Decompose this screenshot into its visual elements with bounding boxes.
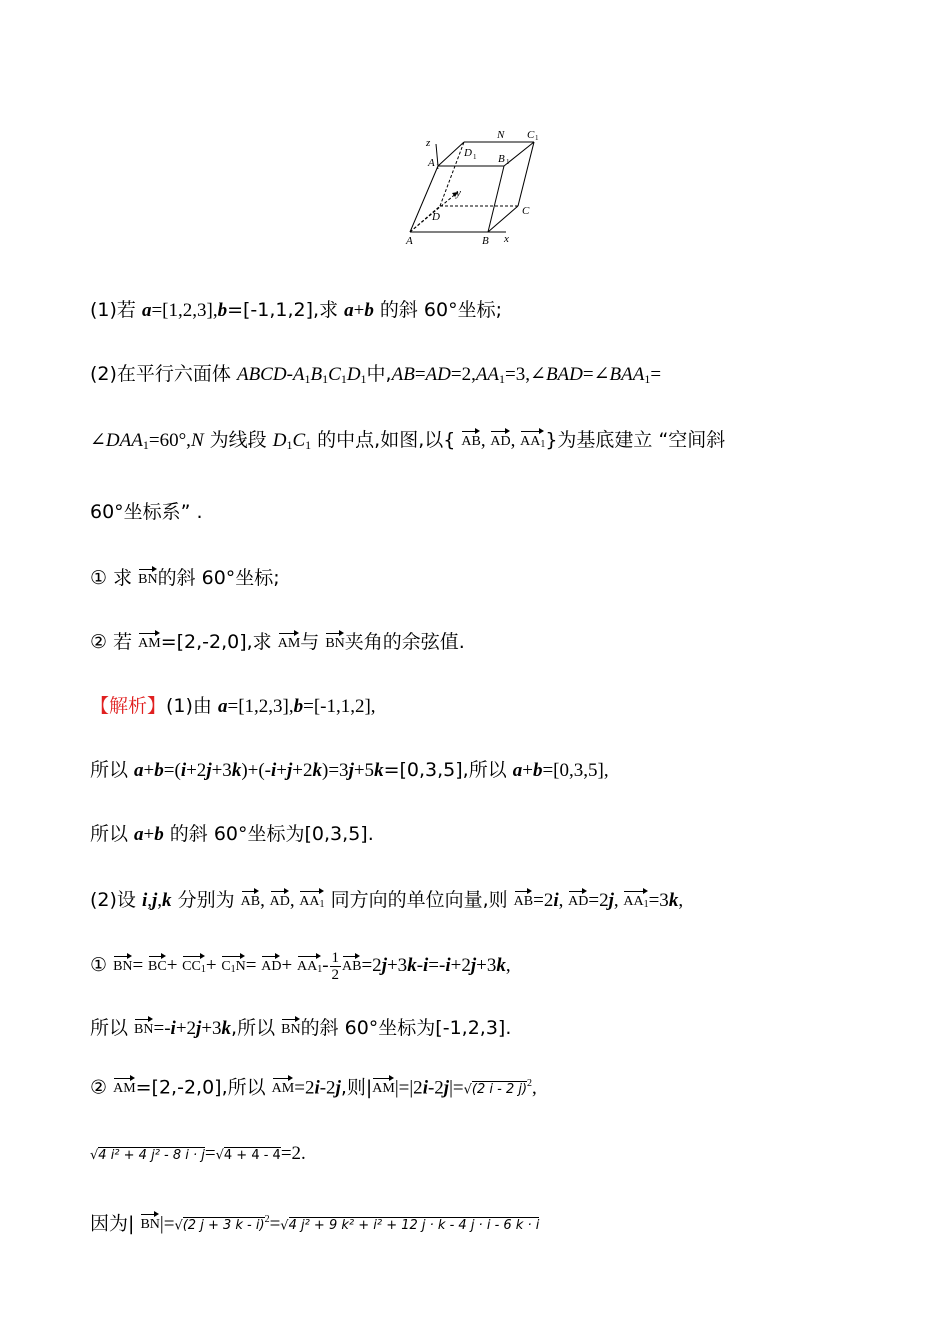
label-x: x bbox=[504, 233, 509, 245]
solution-line5: ① BN= BC+ CC1+ C1N= AD+ AA1- $\frac{1}{2}$ AB=2j+3k-i=-i+2j+3k, bbox=[90, 950, 511, 983]
svg-text:1: 1 bbox=[436, 163, 440, 171]
label-c: C bbox=[522, 205, 530, 217]
question-2-line2: $\angle DAA_1=60^\circ,N$ 为线段 $D_1C_1$ 的中点,如图,以{ AB, AD, AA1}为基底建立 “空间斜 bbox=[90, 429, 726, 452]
svg-text:1: 1 bbox=[473, 153, 477, 161]
solution-line7: ② AM=[2,-2,0],所以 AM=2i-2j,则|AM|=|2i-2j|=√(2 i - 2 j)$^2$, bbox=[90, 1076, 537, 1099]
radical-1: (2 i - 2 j) bbox=[471, 1082, 528, 1098]
radical-2: 4 i² + 4 j² - 8 i · j bbox=[98, 1148, 205, 1163]
label-n: N bbox=[497, 129, 505, 141]
label-b: B bbox=[482, 235, 489, 247]
question-1: (1)若 a=[1,2,3],b=[-1,1,2],求 a+b 的斜 60°坐标; bbox=[90, 299, 503, 321]
label-z: z bbox=[426, 137, 431, 149]
edge-bc bbox=[488, 206, 518, 232]
question-2-line1: (2)在平行六面体 ABCD-$A_1B_1C_1D_1$中$,AB=AD=2,AA_1=3,\angle BAD=\angle BAA_1=$ bbox=[90, 363, 662, 386]
label-c1: C bbox=[527, 129, 535, 141]
label-b1: B bbox=[498, 153, 505, 165]
solution-line9: 因为| BN|=√(2 j + 3 k - i)$^2$=√4 j² + 9 k² + i² + 12 j · k - 4 j · i - 6 k · i bbox=[90, 1212, 540, 1235]
label-a: A bbox=[406, 235, 413, 247]
solution-line1: 【解析】(1)由 a=[1,2,3],b=[-1,1,2], bbox=[90, 695, 376, 717]
edge-cc1 bbox=[518, 142, 534, 206]
fraction-half: $\frac{1}{2}$ bbox=[331, 950, 340, 983]
svg-text:1: 1 bbox=[535, 134, 539, 142]
solution-line3: 所以 a+b 的斜 60°坐标为[0,3,5]. bbox=[90, 823, 374, 845]
solution-line6: 所以 BN=-i+2j+3k,所以 BN的斜 60°坐标为[-1,2,3]. bbox=[90, 1017, 512, 1039]
label-d1: D bbox=[464, 147, 472, 159]
sub-question-1: ① 求 BN的斜 60°坐标; bbox=[90, 567, 280, 589]
question-2-line3: 60°坐标系” . bbox=[90, 501, 203, 523]
label-y: y bbox=[456, 187, 461, 199]
solution-line2: 所以 a+b=(i+2j+3k)+(-i+j+2k)=3j+5k=[0,3,5],所以 a+b=[0,3,5], bbox=[90, 759, 609, 781]
sub-question-2: ② 若 AM=[2,-2,0],求 AM与 BN夹角的余弦值. bbox=[90, 631, 465, 653]
edge-bb1 bbox=[488, 166, 504, 232]
label-a1: A bbox=[428, 157, 435, 169]
radical-5: 4 j² + 9 k² + i² + 12 j · k - 4 j · i - 6 k · i bbox=[288, 1218, 540, 1234]
edge-a1d1 bbox=[438, 142, 464, 166]
solution-tag: 【解析】 bbox=[90, 695, 167, 717]
label-d: D bbox=[432, 211, 440, 223]
radical-4: (2 j + 3 k - i) bbox=[182, 1218, 265, 1234]
radical-3: 4 + 4 - 4 bbox=[223, 1148, 281, 1163]
svg-text:1: 1 bbox=[506, 158, 510, 166]
solution-line4: (2)设 i,j,k 分别为 AB, AD, AA1 同方向的单位向量,则 AB=2i, AD=2j, AA1=3k, bbox=[90, 889, 684, 911]
parallelepiped-figure bbox=[400, 126, 560, 254]
solution-line8: √4 i² + 4 j² - 8 i · j=√4 + 4 - 4=2. bbox=[90, 1143, 306, 1164]
